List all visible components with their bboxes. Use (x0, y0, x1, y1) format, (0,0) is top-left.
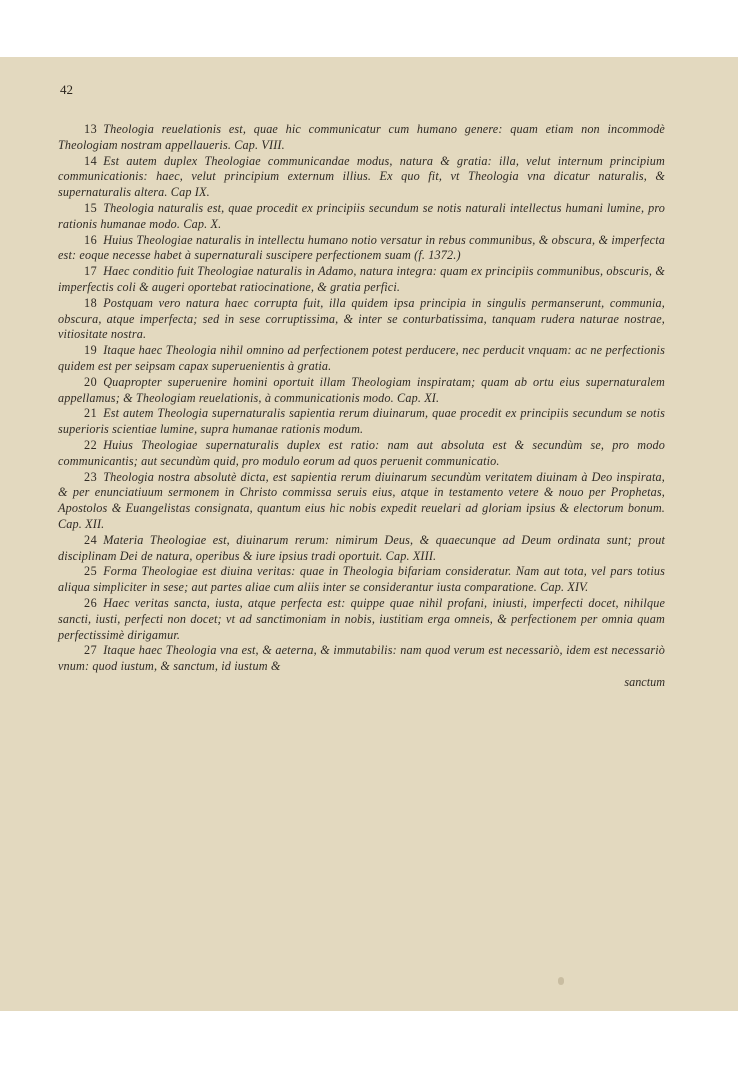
paragraph-25 (58, 564, 665, 596)
paragraph-number: 23 (84, 469, 98, 484)
paragraph-text: Theologia nostra absolutè dicta, est sapientia rerum diuinarum secundùm veritatem diuinam à Deo inspirata, & per enunciatiuum sermonem in Christo commissa seruis eius, atque in testamento vetere & nouo per Prophetas, Apostolos & Euangelistas consignata, quantum eius hic nobis expedit reuelari ad gloriam ipsius & electorum bonum. Cap. XII. (58, 469, 665, 531)
paragraph-text: Haec veritas sancta, iusta, atque perfecta est: quippe quae nihil profani, iniusti, imperfecti docet, nihilque sancti, iusti, perfecti non docet; vt ad sanctimoniam in nobis, iustitiam erga omneis, & perfectionem per omnia quam perfectissimè dirigamur. (58, 595, 665, 642)
paragraph-24 (58, 533, 665, 565)
paragraph-text: Huius Theologiae supernaturalis duplex est ratio: nam aut absoluta est & secundùm se, pro modo communicantis; aut secundùm quid, pro modulo eorum ad quos peruenit communicatio. (58, 437, 665, 468)
paper-speck (558, 977, 564, 985)
paragraph-number: 14 (84, 153, 98, 168)
paragraph-27 (58, 643, 665, 675)
paragraph-number: 24 (84, 532, 98, 547)
paragraph-23 (58, 470, 665, 533)
paragraph-text: Postquam vero natura haec corrupta fuit, illa quidem ipsa principia in singulis permanserunt, communia, obscura, atque imperfecta; sed in sese corruptissima, & inter se conturbatissima, tanquam rudera naturae nostrae, vitiositate nostra. (58, 295, 665, 342)
paragraph-17 (58, 264, 665, 296)
paragraph-number: 20 (84, 374, 98, 389)
paragraph-20 (58, 375, 665, 407)
paragraph-15 (58, 201, 665, 233)
text-body (58, 122, 665, 691)
paragraph-number: 18 (84, 295, 98, 310)
paragraph-number: 13 (84, 122, 98, 136)
paragraph-number: 16 (84, 232, 98, 247)
paragraph-14 (58, 154, 665, 201)
paragraph-number: 27 (84, 643, 98, 658)
paragraph-text: Forma Theologiae est diuina veritas: quae in Theologia bifariam consideratur. Nam aut tota, vel pars totius aliqua simpliciter in sese; aut partes aliae cum aliis inter se considerantur iusta comparatione. Cap. XIV. (58, 564, 665, 595)
paragraph-number: 22 (84, 437, 98, 452)
paragraph-text: Itaque haec Theologia vna est, & aeterna, & immutabilis: nam quod verum est necessariò, idem est necessariò vnum: quod iustum, & sanctum, id iustum & (58, 643, 665, 674)
paragraph-26 (58, 596, 665, 643)
paragraph-number: 15 (84, 200, 98, 215)
paragraph-number: 21 (84, 406, 98, 421)
catchword: sanctum (624, 674, 665, 689)
paragraph-text: Haec conditio fuit Theologiae naturalis in Adamo, natura integra: quam ex principiis communibus, obscuris, & imperfectis coli & augeri oportebat ratiocinatione, & gratia perfici. (58, 264, 665, 294)
paragraph-number: 17 (84, 264, 98, 279)
paragraph-13 (58, 122, 665, 154)
paragraph-number: 25 (84, 564, 98, 579)
paragraph-text: Huius Theologiae naturalis in intellectu humano notio versatur in rebus communibus, & obscura, & imperfecta est: eoque necesse habet à supernaturali suscipere perfectionem suam (f. 1372.) (58, 232, 665, 263)
book-page (0, 57, 738, 1011)
paragraph-text: Theologia reuelationis est, quae hic communicatur cum humano genere: quam etiam non incommodè Theologiam nostram appellaueris. Cap. VIII. (58, 122, 665, 152)
paragraph-text: Theologia naturalis est, quae procedit ex principiis secundum se notis naturali intellectus humani lumine, pro rationis humanae modo. Cap. X. (58, 200, 665, 231)
page-number: 42 (60, 82, 73, 97)
paragraph-text: Est autem duplex Theologiae communicandae modus, natura & gratia: illa, velut internum principium communicationis: haec, velut principium externum illius. Ex quo fit, vt Theologia vna dicatur naturalis, & supernaturalis altera. Cap IX. (58, 153, 665, 200)
paragraph-text: Quapropter superuenire homini oportuit illam Theologiam inspiratam; quam ab ortu eius supernaturalem appellamus; & Theologiam reuelationis, à communicationis modo. Cap. XI. (58, 374, 665, 405)
paragraph-19 (58, 343, 665, 375)
paragraph-21 (58, 406, 665, 438)
paragraph-text: Est autem Theologia supernaturalis sapientia rerum diuinarum, quae procedit ex principiis secundum se notis superioris scientiae lumine, supra humanae rationis modum. (58, 406, 665, 437)
paragraph-number: 19 (84, 343, 98, 358)
paragraph-number: 26 (84, 595, 98, 610)
paragraph-18 (58, 296, 665, 343)
paragraph-16 (58, 233, 665, 265)
paragraph-text: Itaque haec Theologia nihil omnino ad perfectionem potest perducere, nec perducit vnquam: ac ne perfectionis quidem est per seipsam capax superuenientis à gratia. (58, 343, 665, 373)
paragraph-text: Materia Theologiae est, diuinarum rerum: nimirum Deus, & quaecunque ad Deum ordinata sunt; prout disciplinam Dei de natura, operibus & iure ipsius tradi oportuit. Cap. XIII. (58, 532, 665, 563)
paragraph-22 (58, 438, 665, 470)
